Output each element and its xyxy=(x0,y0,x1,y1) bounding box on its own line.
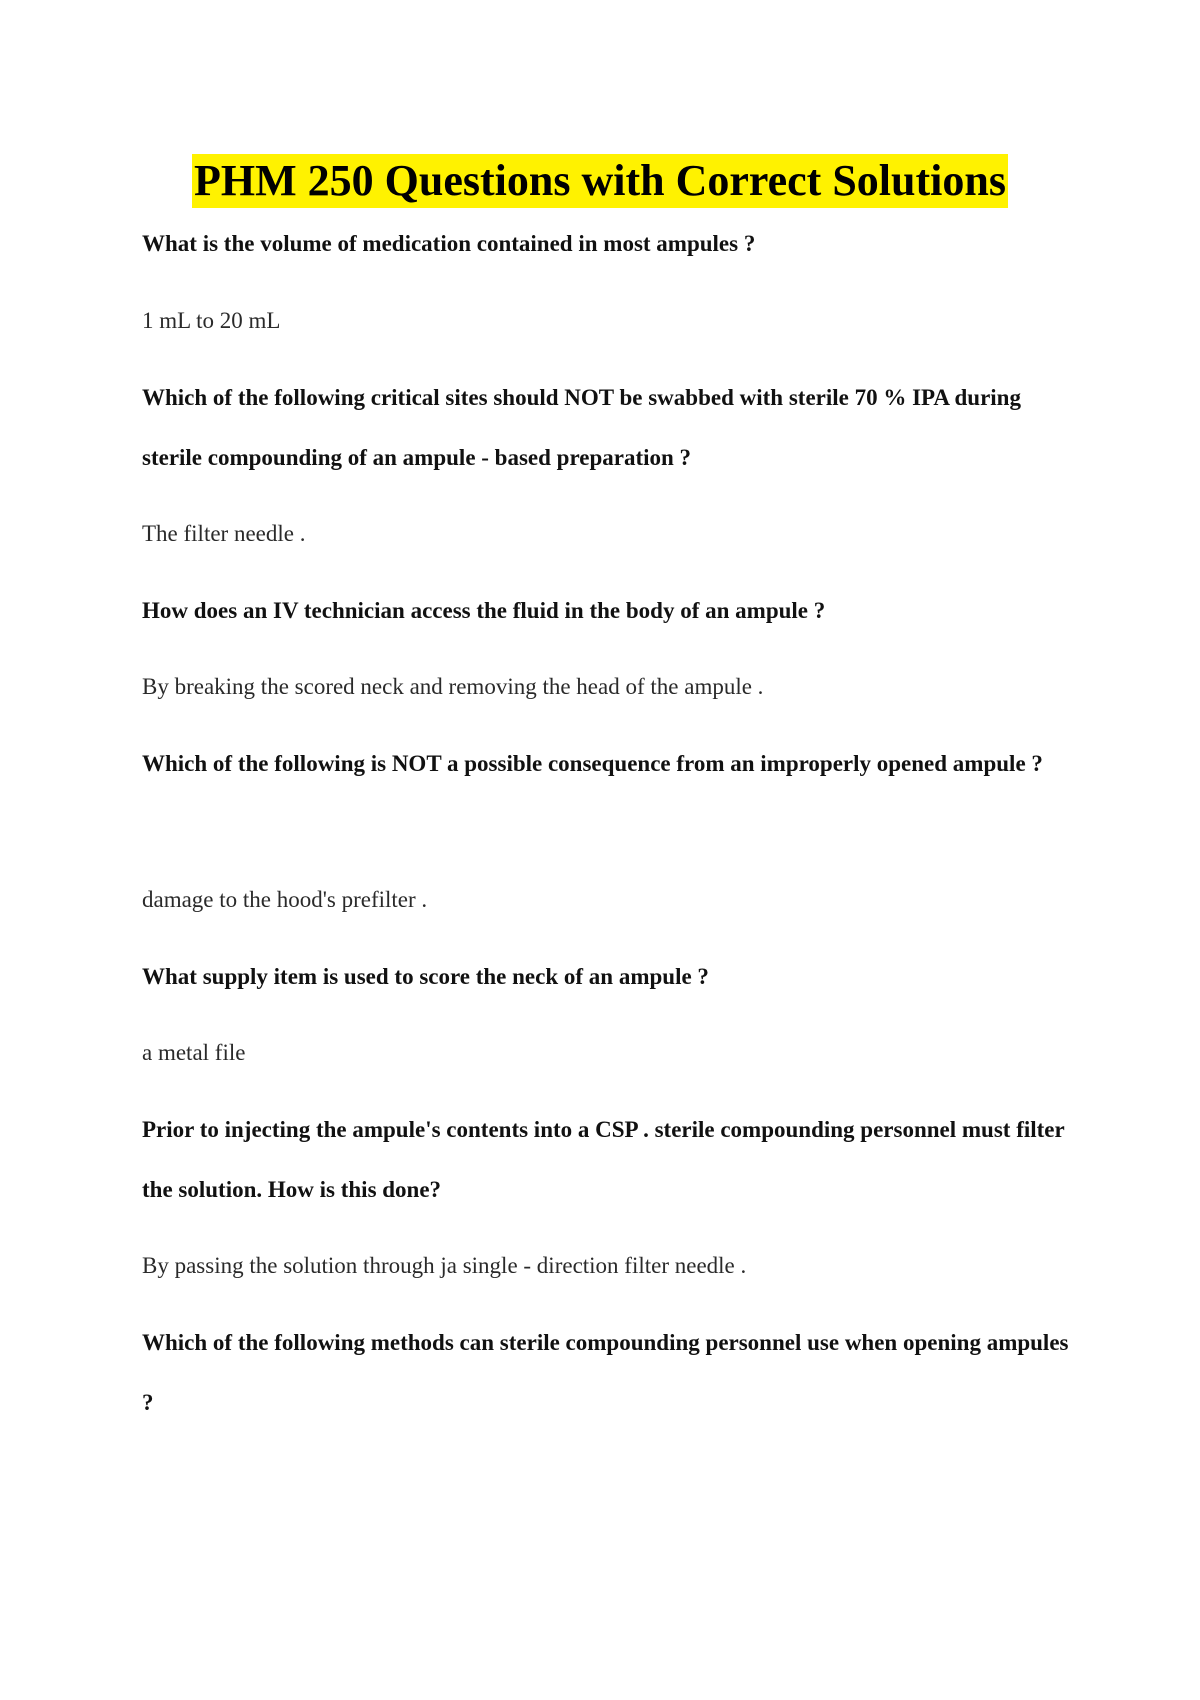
answer-4: damage to the hood's prefilter . xyxy=(142,887,428,912)
question-1: What is the volume of medication contained in most ampules ? xyxy=(142,231,756,256)
question-3: How does an IV technician access the fluid in the body of an ampule ? xyxy=(142,598,826,623)
title-container xyxy=(0,154,1200,208)
question-5: What supply item is used to score the neck of an ampule ? xyxy=(142,964,709,989)
question-6: Prior to injecting the ampule's contents into a CSP . sterile compounding personnel must filter the solution. How is this done? xyxy=(142,1117,1065,1202)
question-4: Which of the following is NOT a possible consequence from an improperly opened ampule ? xyxy=(142,751,1043,776)
document-title: PHM 250 Questions with Correct Solutions xyxy=(192,154,1008,208)
answer-2: The filter needle . xyxy=(142,521,306,546)
answer-3: By breaking the scored neck and removing the head of the ampule . xyxy=(142,674,764,699)
answer-1: 1 mL to 20 mL xyxy=(142,308,281,333)
question-7: Which of the following methods can sterile compounding personnel use when opening ampules ? xyxy=(142,1330,1069,1415)
answer-5: a metal file xyxy=(142,1040,246,1065)
question-2: Which of the following critical sites should NOT be swabbed with sterile 70 % IPA during sterile compounding of an ampule - based preparation ? xyxy=(142,385,1021,470)
answer-6: By passing the solution through ja single - direction filter needle . xyxy=(142,1253,747,1278)
